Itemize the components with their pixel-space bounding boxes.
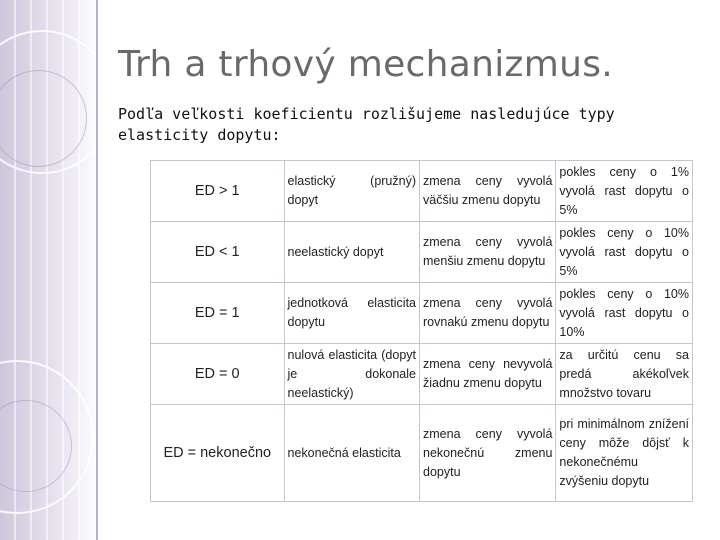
elasticity-table: [150, 160, 693, 502]
example: pokles ceny o 10% vyvolá rast dopytu o 5%: [556, 222, 693, 283]
table-row: [151, 344, 693, 405]
table-row: [151, 222, 693, 283]
example: za určitú cenu sa predá akékoľvek množstvo tovaru: [556, 344, 693, 405]
row-label: ED < 1: [151, 222, 285, 283]
price-change-effect: zmena ceny vyvolá menšiu zmenu dopytu: [420, 222, 556, 283]
example: pokles ceny o 1% vyvolá rast dopytu o 5%: [556, 161, 693, 222]
row-label: ED = 0: [151, 344, 285, 405]
row-label: ED > 1: [151, 161, 285, 222]
elasticity-type: nulová elasticita (dopyt je dokonale neelastický): [284, 344, 419, 405]
table-row: [151, 161, 693, 222]
price-change-effect: zmena ceny vyvolá nekonečnú zmenu dopytu: [420, 405, 556, 502]
intro-text: Podľa veľkosti koeficientu rozlišujeme nasledujúce typy elasticity dopytu:: [118, 105, 615, 144]
elasticity-type: elastický (pružný) dopyt: [284, 161, 419, 222]
band-divider-line: [96, 0, 98, 540]
elasticity-type: nekonečná elasticita: [284, 405, 419, 502]
slide-title: Trh a trhový mechanizmus.: [118, 44, 613, 85]
example: pokles ceny o 10% vyvolá rast dopytu o 10%: [556, 283, 693, 344]
price-change-effect: zmena ceny vyvolá väčšiu zmenu dopytu: [420, 161, 556, 222]
elasticity-type: neelastický dopyt: [284, 222, 419, 283]
row-label: ED = 1: [151, 283, 285, 344]
elasticity-type: jednotková elasticita dopytu: [284, 283, 419, 344]
decorative-side-band: [0, 0, 100, 540]
table-row: [151, 405, 693, 502]
example: pri minimálnom znížení ceny môže dôjsť k nekonečnému zvýšeniu dopytu: [556, 405, 693, 502]
table-row: [151, 283, 693, 344]
row-label: ED = nekonečno: [151, 405, 285, 502]
price-change-effect: zmena ceny nevyvolá žiadnu zmenu dopytu: [420, 344, 556, 405]
price-change-effect: zmena ceny vyvolá rovnakú zmenu dopytu: [420, 283, 556, 344]
